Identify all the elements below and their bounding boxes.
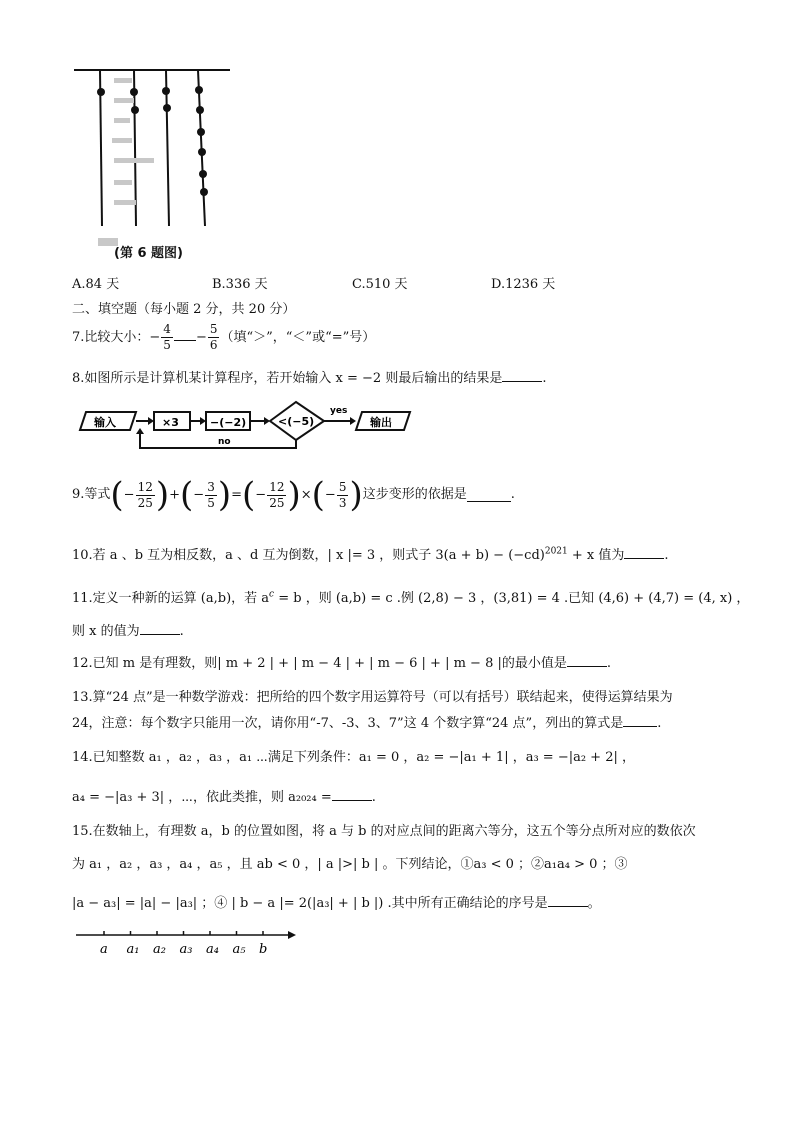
- q14-line2: a₄ = −|a₃ + 3| ，⋯，依此类推，则 a₂₀₂₄ =: [72, 790, 332, 805]
- q8-end: .: [542, 371, 547, 386]
- number-line-label: a₅: [232, 942, 246, 957]
- flowchart: [78, 398, 418, 458]
- number-line-label: b: [259, 942, 268, 957]
- flow-output-label: 输出: [370, 416, 392, 429]
- q10-text: 10.若 a 、b 互为相反数，a 、d 互为倒数，| x |= 3 ，则式子 3(a + b) − (−cd): [72, 548, 545, 563]
- q9-fraction-3: [267, 480, 286, 511]
- q9-num-2: 3: [207, 479, 215, 494]
- q11-line1b: = b ，则 (a,b) = c .例 (2,8) − 3 ，(3,81) = 4 .已知 (4,6) + (4,7) = (4, x) ，: [274, 591, 750, 606]
- q15-line3: |a − a₃| = |a| − |a₃| ；④ | b − a |= 2(|a₃| + | b |) .其中所有正确结论的序号是: [72, 896, 548, 911]
- number-line: [76, 926, 300, 962]
- number-line-label: a₁: [126, 942, 140, 957]
- q7-fraction-2: [208, 322, 220, 353]
- option-a: A.84 天: [72, 277, 120, 292]
- number-line-label: a₄: [206, 942, 219, 957]
- q9-num-1: 12: [137, 479, 153, 494]
- flow-condition-label: <(−5): [278, 415, 315, 428]
- q12-blank: [567, 654, 607, 667]
- q8-text: 8.如图所示是计算机某计算程序，若开始输入 x = −2 则最后输出的结果是: [72, 371, 503, 386]
- q6-options: [72, 273, 672, 291]
- question-8: [72, 367, 546, 386]
- q9-num-4: 5: [338, 479, 347, 494]
- question-10: [72, 544, 669, 563]
- number-line-label: a₂: [153, 942, 166, 957]
- q7-denominator-2: 6: [209, 338, 218, 352]
- flow-yes-label: yes: [330, 406, 348, 416]
- q15-end: 。: [587, 896, 601, 911]
- flow-minus-label: −(−2): [210, 416, 247, 429]
- q10-end: .: [664, 548, 669, 563]
- q9-num-3: 12: [269, 479, 285, 494]
- q12-text: 12.已知 m 是有理数，则| m + 2 | + | m − 4 | + | m − 6 | + | m − 8 |的最小值是: [72, 656, 567, 671]
- q7-numerator-2: 5: [209, 322, 218, 336]
- q14-blank: [332, 788, 372, 801]
- question-12: [72, 652, 611, 671]
- q13-end: .: [657, 716, 662, 731]
- q9-den-3: 25: [269, 495, 285, 510]
- question-7: [72, 322, 375, 353]
- question-15-line2: 为 a₁ ，a₂ ，a₃ ，a₄ ，a₅ ，且 ab < 0 ，| a |>| b | 。下列结论，①a₃ < 0 ；②a₁a₄ > 0 ；③: [72, 857, 628, 872]
- number-line-drawing: [76, 926, 300, 962]
- number-line-label: a: [100, 942, 108, 957]
- q9-fraction-2: [205, 480, 217, 511]
- q13-blank: [623, 714, 657, 727]
- question-15-line3: [72, 892, 601, 911]
- q7-minus: −: [195, 330, 207, 345]
- q9-blank: [467, 489, 511, 502]
- flow-times3-label: ×3: [162, 416, 179, 429]
- q7-blank: [174, 328, 196, 341]
- figure-6: [74, 64, 234, 264]
- question-11-line1: [72, 587, 749, 606]
- q9-fraction-4: [337, 480, 349, 511]
- q9-end: .: [510, 487, 515, 502]
- q13-line2: 24，注意：每个数字只能用一次，请你用“-7、-3、3、7”这 4 个数字算“24 点”，列出的算式是: [72, 716, 624, 731]
- number-line-label: a₃: [179, 942, 193, 957]
- option-c: C.510 天: [352, 277, 408, 292]
- q10-exponent: 2021: [544, 546, 568, 557]
- figure-6-caption: (第 6 题图): [114, 246, 183, 261]
- q10-blank: [624, 546, 664, 559]
- q7-fraction-1: [161, 322, 173, 353]
- q8-blank: [502, 369, 542, 382]
- flow-no-label: no: [218, 437, 231, 447]
- q7-prefix: 7.比较大小：−: [72, 330, 161, 345]
- section-2-title: 二、填空题（每小题 2 分，共 20 分）: [72, 302, 296, 317]
- question-14-line2: [72, 786, 376, 805]
- q11-line2: 则 x 的值为: [72, 624, 140, 639]
- q10-tail: + x 值为: [567, 548, 625, 563]
- option-b: B.336 天: [212, 277, 268, 292]
- flow-input-label: 输入: [94, 416, 116, 429]
- question-14-line1: 14.已知整数 a₁ ，a₂ ，a₃ ，a₁ ⋯满足下列条件：a₁ = 0 ，a₂ = −|a₁ + 1| ，a₃ = −|a₂ + 2| ，: [72, 750, 635, 765]
- question-13-line1: 13.算“24 点”是一种数学游戏：把所给的四个数字用运算符号（可以有括号）联结起来，使得运算结果为: [72, 690, 673, 705]
- question-9: 9.等式(− $\frac{12}{25}$ )+(− $\frac{3}{5}$ )=(− $\frac{12}{25}$ )×(− $\frac{5}{3}$ )这步变形的依据是 .: [72, 475, 515, 515]
- q9-den-4: 3: [338, 495, 347, 510]
- q9-den-2: 5: [207, 495, 215, 510]
- question-13-line2: [72, 712, 661, 731]
- q15-blank: [548, 894, 588, 907]
- q7-denominator-1: 5: [163, 338, 171, 352]
- q14-end: .: [371, 790, 376, 805]
- q7-numerator-1: 4: [163, 322, 171, 336]
- q11-line1: 11.定义一种新的运算 (a,b)，若 a: [72, 591, 270, 606]
- option-d: D.1236 天: [491, 277, 556, 292]
- q9-den-1: 25: [137, 495, 153, 510]
- q9-prefix: 9.等式: [72, 487, 111, 502]
- q11-end: .: [179, 624, 184, 639]
- flowchart-drawing: [78, 398, 418, 458]
- q12-end: .: [606, 656, 611, 671]
- question-11-line2: [72, 620, 184, 639]
- q7-suffix: （填“＞”，“＜”或“=”号）: [220, 330, 376, 345]
- q11-exponent: c: [269, 589, 275, 600]
- question-15-line1: 15.在数轴上，有理数 a，b 的位置如图，将 a 与 b 的对应点间的距离六等分，这五个等分点所对应的数依次: [72, 824, 696, 839]
- q9-fraction-1: [136, 480, 155, 511]
- q9-suffix: 这步变形的依据是: [362, 487, 467, 502]
- figure-6-drawing: [74, 64, 234, 264]
- q11-blank: [140, 622, 180, 635]
